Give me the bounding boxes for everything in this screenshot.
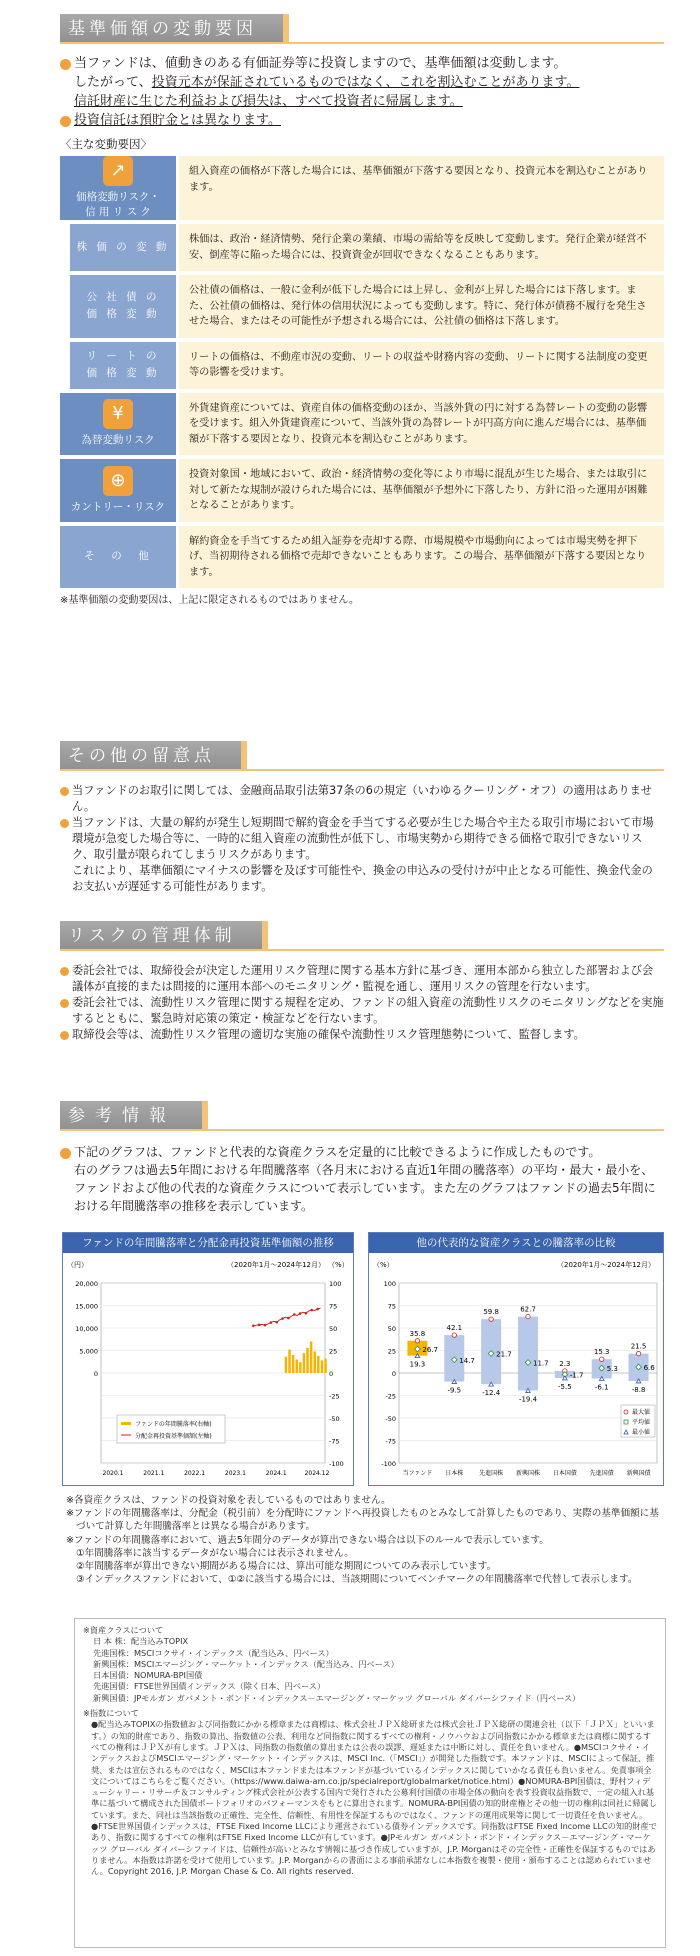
bullet: 委託会社では、流動性リスク管理に関する規程を定め、ファンドの組入資産の流動性リスクのモニタリングなどを実施するとともに、緊急時対応策の策定・検証などを行ないます。 [60, 995, 664, 1027]
sub-heading: 〈主な変動要因〉 [60, 137, 152, 151]
risk-label [60, 459, 176, 522]
nav-line [253, 1308, 320, 1326]
legend-label: ファンドの年間騰落率(右軸) [135, 1421, 212, 1428]
nav-point [252, 1324, 255, 1327]
y-tick: 50 [387, 1325, 396, 1333]
risk-label [70, 275, 176, 338]
section-title: その他の留意点 [60, 741, 241, 771]
nav-point [305, 1312, 308, 1315]
max-marker [600, 1357, 604, 1361]
bullet: 当ファンドは、大量の解約が発生し短期間で解約資金を手当てする必要が生じた場合や主たる取引市場において市場環境が急変した場合等に、一時的に組入資産の流動性が低下し、市場実勢から期待できる価格で取引できないリスク、取引量が限られてしまうリスクがあります。 [60, 815, 664, 863]
section-header [60, 741, 664, 771]
note: ※ファンドの年間騰落率は、分配金（税引前）を分配時にファンドへ再投資したものとみなして計算したものであり、実際の基準価額に基づいて計算した年間騰落率とは異なる場合があります。 [66, 1508, 659, 1533]
legend-label: 分配金再投資基準価額(左軸) [135, 1433, 212, 1440]
asset-class-item: 新興国債：JPモルガン ガバメント・ボンド・インデックス－エマージング・マーケッツ グローバル ダイバーシファイド（円ベース） [93, 1692, 581, 1703]
compare-chart-svg [369, 1253, 663, 1485]
left-tick: 10,000 [75, 1325, 98, 1333]
risk-label [60, 393, 176, 456]
x-tick: 2024.1 [265, 1470, 287, 1477]
section-header [60, 1101, 664, 1131]
category-label: 先進国株 [479, 1470, 504, 1477]
risk-row [60, 459, 664, 522]
note: ②年間騰落率が算出できない期間がある場合には、算出可能な期間についてのみ表示しています。 [76, 1561, 497, 1573]
nav-point [281, 1317, 284, 1320]
min-label: -6.1 [594, 1383, 609, 1392]
nav-point [258, 1324, 261, 1327]
min-label: -9.5 [447, 1386, 462, 1395]
category-label: 新興国債 [626, 1470, 651, 1477]
return-bar [317, 1356, 320, 1373]
bullet: 取締役会等は、流動性リスク管理の適切な実施の確保や流動性リスク管理態勢について、監督します。 [60, 1027, 664, 1043]
text: したがって、 [74, 75, 152, 90]
note: ※基準価額の変動要因は、上記に限定されるものではありません。 [60, 595, 359, 606]
min-label: -8.8 [631, 1385, 646, 1394]
risk-label-text: 為替変動リスク [81, 434, 155, 447]
section-title: リスクの管理体制 [60, 921, 262, 951]
max-label: 21.5 [630, 1342, 647, 1351]
right-tick: -25 [329, 1392, 340, 1401]
y-tick: -25 [385, 1392, 396, 1401]
risk-description: 組入資産の価格が下落した場合には、基準価額が下落する要因となり、投資元本を割込むことがあります。 [179, 156, 664, 220]
max-marker [636, 1351, 640, 1355]
risk-label [70, 224, 176, 271]
max-label: 35.8 [409, 1329, 426, 1338]
legend-swatch [121, 1422, 131, 1425]
risk-label [60, 526, 176, 589]
risk-label-text: 公 社 債 の 価 格 変 動 [86, 291, 160, 321]
fund-return-chart [62, 1232, 354, 1486]
right-tick: -50 [329, 1415, 340, 1423]
risk-icon: ↗ [103, 156, 133, 186]
right-tick: 50 [329, 1325, 338, 1333]
risk-row [60, 275, 664, 338]
risk-row [60, 393, 664, 456]
y-tick: 75 [387, 1302, 396, 1311]
right-tick: 75 [329, 1302, 338, 1311]
nav-point [270, 1321, 273, 1324]
note: ※ファンドの年間騰落率において、過去5年間分のデータが算出できない場合は以下のルールで表示しています。 [66, 1534, 549, 1546]
box-heading: ※資産クラスについて [83, 1625, 164, 1635]
risk-icon: ¥ [103, 399, 133, 429]
note: ③インデックスファンドにおいて、①②に該当する場合には、当該期間についてベンチマークの年間騰落率で代替して表示します。 [76, 1574, 638, 1586]
left-unit: （円） [67, 1261, 88, 1269]
y-tick: -50 [385, 1415, 396, 1423]
unit: （%） [373, 1261, 394, 1269]
box-heading: ※指数について [83, 1708, 139, 1719]
divider [60, 769, 664, 771]
max-label: 15.3 [593, 1348, 610, 1357]
bullet: 委託会社では、取締役会が決定した運用リスク管理に関する基本方針に基づき、運用本部から独立した部署および会議体が直接的または間接的に運用本部へのモニタリング・監視を通し、運用リスクの管理を行ないます。 [60, 963, 664, 995]
left-tick: 5,000 [79, 1347, 98, 1356]
category-label: 当ファンド [402, 1470, 433, 1477]
x-tick: 2022.1 [184, 1470, 206, 1477]
risk-label [60, 156, 176, 220]
text: 右のグラフは過去5年間における年間騰落率（各月末における直近1年間の騰落率）の平均・最大・最小を、ファンドおよび他の代表的な資産クラスについて表示しています。また左のグラフはファンドの過去5年間における年間騰落率の推移を表示しています。 [74, 1163, 656, 1213]
min-label: -5.5 [558, 1382, 572, 1391]
divider [60, 1129, 664, 1131]
right-tick: -75 [329, 1437, 340, 1446]
legend-label: 平均値 [632, 1419, 651, 1426]
section-fluctuation [60, 14, 664, 608]
bullet [60, 54, 664, 111]
risk-description: リートの価格は、不動産市況の変動、リートの収益や財務内容の変動、リートに関する法制度の変更等の影響を受けます。 [179, 342, 664, 389]
bullet: 当ファンドのお取引に関しては、金融商品取引法第37条の6の規定（いわゆるクーリング・オフ）の適用はありません。 [60, 783, 664, 815]
risk-description: 外貨建資産については、資産自体の価格変動のほか、当該外貨の円に対する為替レートの変動の影響を受けます。組入外貨建資産について、当該外貨の為替レートが円高方向に進んだ場合には、基準価額が下落する要因となり、投資元本を割込むことがあります。 [179, 393, 664, 456]
min-label: -19.4 [518, 1395, 538, 1404]
risk-label-text: そ の 他 [84, 550, 152, 563]
nav-point [293, 1313, 296, 1316]
chart-notes [66, 1494, 666, 1586]
risk-label [70, 342, 176, 389]
right-tick: 25 [329, 1347, 338, 1356]
legend-avg-icon [624, 1420, 628, 1424]
section-reference [60, 1101, 664, 1215]
right-tick: 0 [329, 1370, 334, 1378]
period: （2020年1月～2024年12月） [227, 1261, 325, 1269]
y-tick: 25 [387, 1347, 396, 1356]
risk-label-text: 株 価 の 変 動 [76, 241, 170, 253]
nav-point [299, 1312, 302, 1315]
legend-label: 最小値 [632, 1429, 651, 1436]
asset-class-item: 先進国株：MSCIコクサイ・インデックス（配当込み、円ベース） [93, 1647, 334, 1658]
risk-description: 投資対象国・地域において、政治・経済情勢の変化等により市場に混乱が生じた場合、または取引に対して新たな規制が設けられた場合には、基準価額が予想外に下落したり、方針に沿った運用が困難となることがあります。 [179, 459, 664, 522]
section-title: 参考情報 [60, 1101, 202, 1131]
max-label: 59.8 [483, 1308, 499, 1317]
return-bar [288, 1350, 291, 1373]
risk-row [60, 156, 664, 220]
asset-class-item: 日 本 株：配当込みTOPIX [93, 1636, 189, 1647]
return-bar [306, 1348, 309, 1373]
nav-point [287, 1317, 290, 1320]
avg-label: -1.7 [569, 1371, 584, 1380]
risk-label-text: リ ー ト の 価 格 変 動 [86, 350, 160, 379]
section-title: 基準価額の変動要因 [60, 14, 283, 44]
asset-class-item: 新興国株：MSCIエマージング・マーケット・インデックス（配当込み、円ベース） [93, 1658, 399, 1669]
text: 下記のグラフは、ファンドと代表的な資産クラスを定量的に比較できるように作成したものです。 [74, 1145, 601, 1159]
right-unit: （%） [328, 1261, 349, 1269]
nav-point [275, 1321, 278, 1324]
section-header [60, 14, 664, 44]
paragraph: これにより、基準価額にマイナスの影響を及ぼす可能性や、換金の申込みの受付けが中止となる可能性、換金代金のお支払いが遅延する可能性があります。 [72, 864, 653, 893]
right-tick: -100 [329, 1460, 344, 1468]
max-marker [489, 1317, 493, 1321]
chart-title: ファンドの年間騰落率と分配金再投資基準価額の推移 [63, 1233, 353, 1253]
risk-label-text: カントリー・リスク [70, 500, 166, 513]
legend-label: 最大値 [632, 1409, 651, 1416]
asset-class-item: 先進国債：FTSE世界国債インデックス（除く日本、円ベース） [93, 1681, 326, 1692]
category-label: 新興国株 [515, 1470, 541, 1477]
section-other-notes [60, 741, 664, 895]
section-risk-management [60, 921, 664, 1043]
y-tick: -100 [381, 1460, 396, 1468]
return-bar [324, 1359, 327, 1373]
max-label: 62.7 [520, 1305, 536, 1314]
divider [60, 42, 664, 44]
risk-row [60, 224, 664, 271]
avg-label: 5.3 [606, 1365, 618, 1374]
risk-label-text: 価格変動リスク・ 信 用 リ ス ク [76, 191, 160, 218]
risk-table [60, 156, 664, 588]
divider [60, 949, 664, 951]
x-tick: 2023.1 [224, 1470, 246, 1477]
category-label: 日本国債 [552, 1470, 577, 1477]
avg-label: 11.7 [533, 1359, 549, 1368]
avg-label: 14.7 [459, 1356, 475, 1365]
return-bar [313, 1351, 316, 1373]
risk-row [60, 526, 664, 589]
return-bar [285, 1357, 288, 1373]
y-tick: 100 [383, 1280, 396, 1288]
bullet [60, 1143, 664, 1215]
risk-icon: ⊕ [103, 466, 133, 496]
nav-point [316, 1308, 319, 1311]
category-label: 先進国債 [589, 1470, 614, 1477]
max-label: 2.3 [559, 1359, 571, 1368]
return-bar [321, 1360, 324, 1373]
left-tick: 20,000 [75, 1280, 98, 1288]
min-label: 19.3 [409, 1360, 426, 1369]
avg-label: 26.7 [422, 1345, 439, 1354]
asset-compare-chart [368, 1232, 664, 1486]
y-tick: 0 [391, 1370, 396, 1378]
section-header [60, 921, 664, 951]
range-bar [518, 1317, 538, 1391]
max-marker [415, 1339, 419, 1343]
return-bar [303, 1353, 306, 1373]
return-bar [292, 1355, 295, 1373]
x-tick: 2021.1 [143, 1470, 165, 1477]
y-tick: -75 [385, 1437, 396, 1446]
right-tick: 100 [329, 1280, 342, 1288]
bullet [60, 111, 664, 130]
period: （2020年1月～2024年12月） [557, 1261, 655, 1269]
x-tick: 2020.1 [102, 1470, 124, 1477]
max-marker [452, 1333, 456, 1337]
return-bar [299, 1362, 302, 1373]
min-label: -12.4 [482, 1389, 501, 1398]
note: ①年間騰落率に該当するデータがない場合には表示されません。 [76, 1547, 354, 1559]
risk-description: 株価は、政治・経済情勢、発行企業の業績、市場の需給等を反映して変動します。発行企業が経営不安、倒産等に陥った場合には、投資資金が回収できなくなることもあります。 [179, 224, 664, 271]
return-bar [295, 1360, 298, 1374]
asset-class-list [83, 1636, 657, 1704]
max-label: 42.1 [446, 1324, 463, 1333]
risk-description: 公社債の価格は、一般に金利が低下した場合には上昇し、金利が上昇した場合には下落します。また、公社債の価格は、発行体の信用状況によっても変動します。特に、発行体が債務不履行を発生させた場合、またはその可能性が予想される場合には、公社債の価格は下落します。 [179, 275, 664, 338]
return-bar [310, 1342, 313, 1374]
avg-label: 6.6 [643, 1364, 655, 1373]
text-underline: 信託財産に生じた利益および損失は、すべて投資者に帰属します。 [74, 94, 463, 109]
text-underline: 投資元本が保証されているものではなく、これを割込むことがあります。 [151, 75, 580, 90]
risk-row [60, 342, 664, 389]
index-info-box [74, 1618, 666, 1948]
risk-description: 解約資金を手当てするため組入証券を売却する際、市場規模や市場動向によっては市場実勢を押下げ、当初期待される価格で売却できないこともあります。この場合、基準価額が下落する要因となります。 [179, 526, 664, 589]
nav-point [264, 1324, 267, 1327]
nav-point [310, 1309, 313, 1312]
legend-max-icon [624, 1410, 628, 1414]
x-tick: 2024.12 [304, 1470, 330, 1477]
left-tick: 15,000 [75, 1302, 98, 1311]
text: 当ファンドは、値動きのある有価証券等に投資しますので、基準価額は変動します。 [74, 56, 567, 71]
avg-label: 21.7 [496, 1350, 512, 1359]
index-disclaimer: ●配当込みTOPIXの指数値および同指数にかかる標章または商標は、株式会社ＪＰＸ総研または株式会社ＪＰＸ総研の関連会社（以下「ＪＰＸ」といいます。）の知的財産であり、指数の算出、指数値の公表、利用など同指数に関するすべての権利・ノウハウおよび同指数にかかる標章または商標に関するすべての権利はＪＰＸが有します。ＪＰＸは、同指数の指数値の算出または公表の誤謬、遅延または中断に対し、責任を負いません。●MSCIコクサイ・インデックスおよびMSCIエマージング・マーケット・インデックスは、MSCI Inc.（「MSCI」）が開発した指数です。本ファンドは、MSCIによって保証、推奨、または宣伝されるものではなく、MSCIは本ファンドまたは本ファンドが基づいているインデックスに関していかなる責任も負いません。免責事項全文についてはこちらをご覧ください。（https://www.daiwa-am.co.jp/specialreport/globalmarket/notice.html）●NOMURA-BPI国債は、野村フィデューシャリー・リサーチ＆コンサルティング株式会社が公表する国内で発行された公募利付国債の市場全体の動向を表す投資収益指数で、一定の組入れ基準に基づいて構成された国債ポートフォリオのパフォーマンスをもとに算出されます。NOMURA-BPI国債の知的財産権とその他一切の権利は同社に帰属しています。また、同社は当該指数の正確性、完全性、信頼性、有用性を保証するものではなく、ファンドの運用成果等に関して一切責任を負いません。●FTSE世界国債インデックスは、FTSE Fixed Income LLCにより運営されている債券インデックスです。同指数はFTSE Fixed Income LLCの知的財産であり、指数に関するすべての権利はFTSE Fixed Income LLCが有しています。●JPモルガン ガバメント・ボンド・インデックス－エマージング・マーケッツ グローバル ダイバーシファイドは、信頼性が高いとみなす情報に基づき作成していますが、J.P. Morganはその完全性・正確性を保証するものではありません。本指数は許諾を受けて使用しています。J.P. Morganからの書面による事前承諾なしに本指数を複製・使用・頒布することは認められていません。Copyright 2016, J.P. Morgan Chase & Co. All rights reserved. [91, 1719, 657, 1877]
note: ※各資産クラスは、ファンドの投資対象を表しているものではありません。 [66, 1495, 391, 1506]
category-label: 日本株 [445, 1470, 464, 1477]
left-tick: 0 [93, 1370, 98, 1378]
fund-chart-svg [63, 1253, 353, 1485]
asset-class-item: 日本国債：NOMURA-BPI国債 [93, 1670, 203, 1681]
max-marker [526, 1314, 530, 1318]
text-underline: 投資信託は預貯金とは異なります。 [74, 113, 281, 128]
chart-title: 他の代表的な資産クラスとの騰落率の比較 [369, 1233, 663, 1253]
